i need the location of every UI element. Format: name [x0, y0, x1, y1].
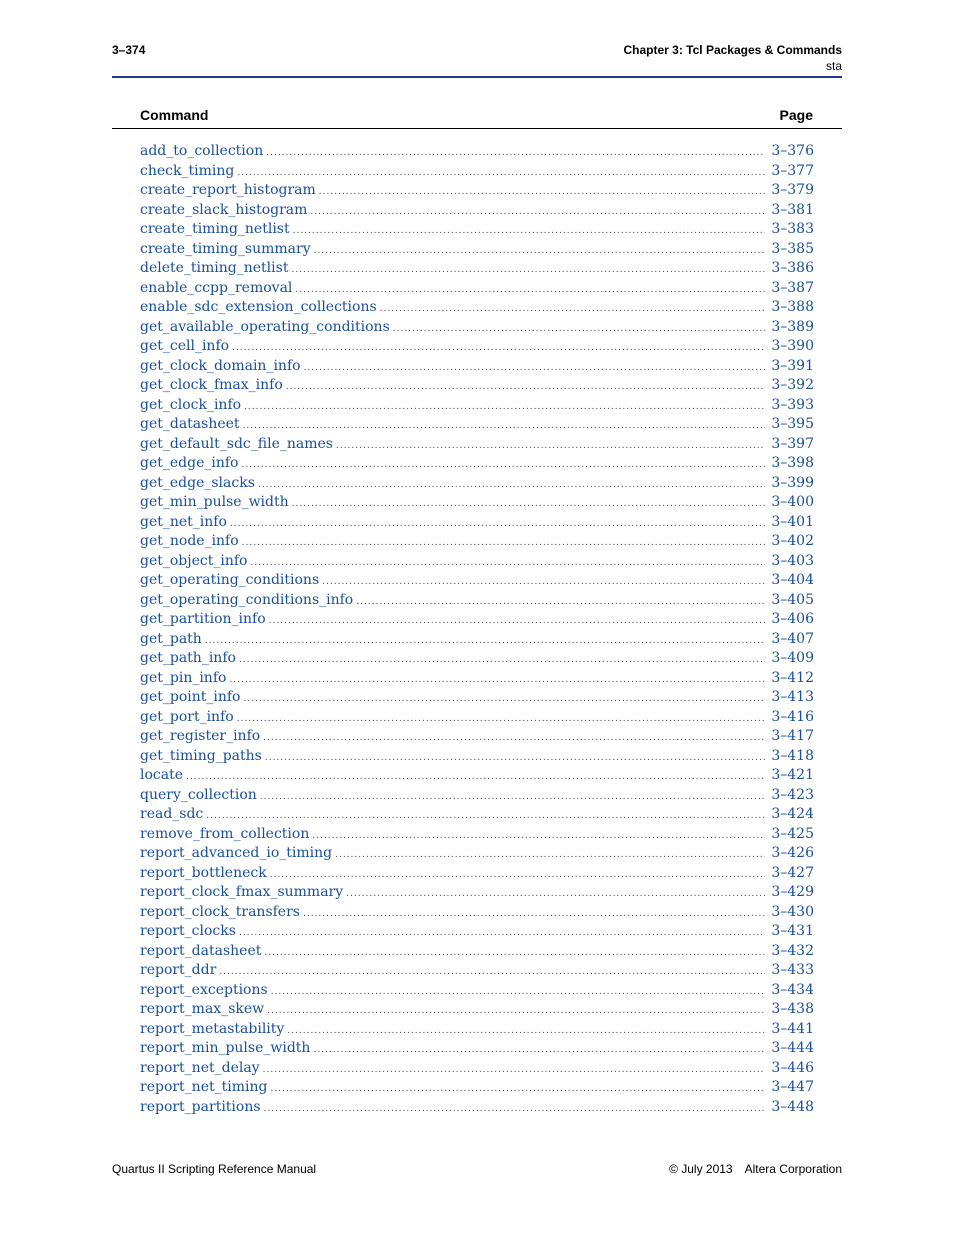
command-link[interactable]: report_datasheet: [140, 942, 262, 959]
dot-leader: [313, 1041, 765, 1061]
dot-leader: [205, 632, 766, 652]
toc-entry[interactable]: [140, 552, 814, 572]
command-link[interactable]: get_net_info: [140, 513, 227, 530]
toc-entry[interactable]: [140, 883, 814, 903]
dot-leader: [239, 651, 765, 671]
toc-entry[interactable]: [140, 220, 814, 240]
page-reference-link[interactable]: 3–409: [771, 650, 814, 666]
footer-date: © July 2013: [669, 1162, 733, 1176]
dot-leader: [286, 378, 766, 398]
dot-leader: [232, 339, 765, 359]
page-reference-link[interactable]: 3–413: [771, 689, 814, 705]
dot-leader: [266, 144, 765, 164]
dot-leader: [242, 534, 766, 554]
table-header-divider: [112, 128, 842, 129]
dot-leader: [244, 690, 766, 710]
dot-leader: [186, 768, 765, 788]
toc-entry[interactable]: [140, 532, 814, 552]
toc-entry[interactable]: [140, 435, 814, 455]
toc-entry[interactable]: [140, 259, 814, 279]
toc-entry[interactable]: [140, 922, 814, 942]
toc-entry[interactable]: [140, 396, 814, 416]
command-link[interactable]: get_edge_info: [140, 455, 239, 471]
page-reference-link[interactable]: 3–424: [771, 806, 814, 822]
toc-entry[interactable]: [140, 786, 814, 806]
page-reference-link[interactable]: 3–376: [771, 143, 814, 159]
toc-entry[interactable]: [140, 493, 814, 513]
toc-entry[interactable]: [140, 1020, 814, 1040]
toc-entry[interactable]: [140, 337, 814, 357]
command-link[interactable]: report_clock_transfers: [140, 903, 300, 920]
toc-entry[interactable]: [140, 240, 814, 260]
dot-leader: [270, 1080, 765, 1100]
page-reference-link[interactable]: 3–425: [771, 825, 814, 842]
command-link[interactable]: report_net_delay: [140, 1059, 260, 1076]
command-link[interactable]: report_bottleneck: [140, 864, 267, 881]
dot-leader: [292, 495, 766, 515]
dot-leader: [314, 242, 766, 262]
toc-entry[interactable]: [140, 474, 814, 494]
toc-entry[interactable]: [140, 844, 814, 864]
toc-entry[interactable]: [140, 1039, 814, 1059]
dot-leader: [267, 1002, 765, 1022]
toc-entry[interactable]: [140, 981, 814, 1001]
command-link[interactable]: get_point_info: [140, 689, 241, 705]
page-reference-link[interactable]: 3–446: [771, 1059, 814, 1076]
command-link[interactable]: enable_sdc_extension_collections: [140, 299, 377, 315]
command-link[interactable]: delete_timing_netlist: [140, 260, 289, 276]
toc-entry[interactable]: [140, 357, 814, 377]
command-link[interactable]: create_timing_summary: [140, 240, 311, 257]
page-reference-link[interactable]: 3–390: [771, 338, 814, 354]
command-link[interactable]: get_path: [140, 630, 202, 647]
dot-leader: [380, 300, 766, 320]
dot-leader: [356, 593, 765, 613]
page-reference-link[interactable]: 3–388: [771, 299, 814, 315]
command-link[interactable]: report_max_skew: [140, 1001, 265, 1017]
command-link[interactable]: report_ddr: [140, 962, 217, 978]
dot-leader: [291, 261, 765, 281]
page-reference-link[interactable]: 3–426: [771, 845, 814, 861]
toc-entry[interactable]: [140, 591, 814, 611]
page-number: 3–374: [112, 43, 146, 57]
page-reference-link[interactable]: 3–418: [771, 747, 814, 764]
page-reference-link[interactable]: 3–447: [771, 1079, 814, 1095]
page-reference-link[interactable]: 3–389: [771, 318, 814, 335]
command-link[interactable]: report_metastability: [140, 1020, 285, 1037]
dot-leader: [271, 983, 766, 1003]
dot-leader: [264, 944, 765, 964]
page-reference-link[interactable]: 3–386: [771, 260, 814, 276]
toc-entry[interactable]: [140, 318, 814, 338]
page-reference-link[interactable]: 3–393: [771, 396, 814, 413]
dot-leader: [241, 456, 765, 476]
page-reference-link[interactable]: 3–433: [771, 962, 814, 978]
page-reference-link[interactable]: 3–397: [771, 435, 814, 452]
command-link[interactable]: report_net_timing: [140, 1079, 268, 1095]
dot-leader: [264, 1100, 766, 1120]
page-reference-link[interactable]: 3–395: [771, 416, 814, 432]
page-reference-link[interactable]: 3–401: [771, 513, 814, 530]
command-link[interactable]: locate: [140, 767, 184, 783]
dot-leader: [293, 222, 766, 242]
command-link[interactable]: get_operating_conditions_info: [140, 591, 354, 608]
dot-leader: [336, 437, 765, 457]
command-index-list: [140, 142, 814, 1117]
command-link[interactable]: get_partition_info: [140, 611, 266, 627]
toc-entry[interactable]: [140, 298, 814, 318]
toc-entry[interactable]: [140, 942, 814, 962]
dot-leader: [303, 905, 765, 925]
command-link[interactable]: query_collection: [140, 786, 257, 803]
page-reference-link[interactable]: 3–387: [771, 279, 814, 296]
dot-leader: [250, 554, 765, 574]
command-link[interactable]: remove_from_collection: [140, 825, 310, 842]
dot-leader: [319, 183, 766, 203]
page-reference-link[interactable]: 3–416: [771, 708, 814, 725]
dot-leader: [287, 1022, 765, 1042]
command-link[interactable]: get_datasheet: [140, 416, 240, 432]
dot-leader: [310, 203, 765, 223]
page-reference-link[interactable]: 3–448: [771, 1098, 814, 1115]
page-reference-link[interactable]: 3–381: [771, 201, 814, 218]
command-link[interactable]: read_sdc: [140, 806, 204, 822]
page-reference-link[interactable]: 3–385: [771, 240, 814, 257]
dot-leader: [244, 398, 765, 418]
page-reference-link[interactable]: 3–421: [771, 767, 814, 783]
toc-entry[interactable]: [140, 630, 814, 650]
dot-leader: [260, 788, 766, 808]
toc-entry[interactable]: [140, 1098, 814, 1118]
dot-leader: [263, 729, 765, 749]
toc-entry[interactable]: [140, 805, 814, 825]
command-link[interactable]: report_exceptions: [140, 981, 268, 998]
column-header-command: Command: [140, 107, 209, 123]
dot-leader: [393, 320, 766, 340]
command-link[interactable]: report_advanced_io_timing: [140, 845, 333, 861]
page-reference-link[interactable]: 3–399: [771, 474, 814, 491]
page-reference-link[interactable]: 3–430: [771, 903, 814, 920]
page-reference-link[interactable]: 3–412: [771, 669, 814, 686]
command-link[interactable]: report_min_pulse_width: [140, 1040, 311, 1056]
command-link[interactable]: get_default_sdc_file_names: [140, 435, 333, 452]
toc-entry[interactable]: [140, 688, 814, 708]
page-reference-link[interactable]: 3–441: [771, 1020, 814, 1037]
page-reference-link[interactable]: 3–398: [771, 455, 814, 471]
toc-entry[interactable]: [140, 903, 814, 923]
dot-leader: [229, 671, 765, 691]
toc-entry[interactable]: [140, 708, 814, 728]
page-reference-link[interactable]: 3–431: [771, 923, 814, 939]
page-reference-link[interactable]: 3–377: [771, 162, 814, 179]
toc-entry[interactable]: [140, 142, 814, 162]
dot-leader: [322, 573, 765, 593]
dot-leader: [258, 476, 765, 496]
page-reference-link[interactable]: 3–427: [771, 864, 814, 881]
toc-entry[interactable]: [140, 1059, 814, 1079]
page-reference-link[interactable]: 3–423: [771, 786, 814, 803]
command-link[interactable]: get_operating_conditions: [140, 572, 320, 588]
command-link[interactable]: create_slack_histogram: [140, 201, 308, 218]
command-link[interactable]: get_available_operating_conditions: [140, 318, 390, 335]
command-link[interactable]: add_to_collection: [140, 143, 264, 159]
toc-entry[interactable]: [140, 571, 814, 591]
toc-entry[interactable]: [140, 1000, 814, 1020]
command-link[interactable]: get_timing_paths: [140, 747, 262, 764]
command-link[interactable]: report_clock_fmax_summary: [140, 884, 344, 900]
toc-entry[interactable]: [140, 747, 814, 767]
command-link[interactable]: get_register_info: [140, 728, 261, 744]
toc-entry[interactable]: [140, 1078, 814, 1098]
page-reference-link[interactable]: 3–444: [771, 1040, 814, 1056]
page-reference-link[interactable]: 3–391: [771, 357, 814, 374]
command-link[interactable]: create_timing_netlist: [140, 221, 290, 237]
page-reference-link[interactable]: 3–383: [771, 221, 814, 237]
dot-leader: [239, 924, 765, 944]
page-reference-link[interactable]: 3–400: [771, 494, 814, 510]
command-link[interactable]: get_pin_info: [140, 669, 227, 686]
dot-leader: [335, 846, 765, 866]
dot-leader: [230, 515, 765, 535]
dot-leader: [265, 749, 766, 769]
dot-leader: [237, 710, 766, 730]
page-reference-link[interactable]: 3–404: [771, 572, 814, 588]
toc-entry[interactable]: [140, 610, 814, 630]
command-link[interactable]: get_edge_slacks: [140, 474, 255, 491]
footer-company: Altera Corporation: [744, 1162, 842, 1176]
dot-leader: [263, 1061, 766, 1081]
command-link[interactable]: report_clocks: [140, 923, 236, 939]
command-link[interactable]: get_object_info: [140, 552, 248, 569]
command-link[interactable]: get_cell_info: [140, 338, 230, 354]
toc-entry[interactable]: [140, 201, 814, 221]
page-reference-link[interactable]: 3–403: [771, 552, 814, 569]
toc-entry[interactable]: [140, 454, 814, 474]
chapter-title: Chapter 3: Tcl Packages & Commands: [623, 43, 842, 57]
dot-leader: [219, 963, 765, 983]
page-reference-link[interactable]: 3–429: [771, 884, 814, 900]
page-reference-link[interactable]: 3–417: [771, 728, 814, 744]
command-link[interactable]: get_path_info: [140, 650, 236, 666]
toc-entry[interactable]: [140, 279, 814, 299]
dot-leader: [304, 359, 766, 379]
page-reference-link[interactable]: 3–406: [771, 611, 814, 627]
command-link[interactable]: get_clock_domain_info: [140, 357, 301, 374]
footer-manual-title: Quartus II Scripting Reference Manual: [112, 1162, 317, 1176]
command-link[interactable]: check_timing: [140, 162, 235, 179]
command-link[interactable]: get_node_info: [140, 533, 239, 549]
page-reference-link[interactable]: 3–432: [771, 942, 814, 959]
dot-leader: [346, 885, 765, 905]
toc-entry[interactable]: [140, 961, 814, 981]
dot-leader: [312, 827, 765, 847]
command-link[interactable]: enable_ccpp_removal: [140, 279, 293, 296]
column-header-page: Page: [779, 107, 813, 123]
page-reference-link[interactable]: 3–434: [771, 981, 814, 998]
command-link[interactable]: report_partitions: [140, 1098, 261, 1115]
toc-entry[interactable]: [140, 727, 814, 747]
toc-entry[interactable]: [140, 766, 814, 786]
toc-entry[interactable]: [140, 864, 814, 884]
page-reference-link[interactable]: 3–438: [771, 1001, 814, 1017]
header-divider: [112, 76, 842, 78]
page-reference-link[interactable]: 3–392: [771, 377, 814, 393]
toc-entry[interactable]: [140, 415, 814, 435]
page-reference-link[interactable]: 3–407: [771, 630, 814, 647]
page-reference-link[interactable]: 3–379: [771, 182, 814, 198]
command-link[interactable]: get_clock_fmax_info: [140, 377, 283, 393]
page-reference-link[interactable]: 3–402: [771, 533, 814, 549]
toc-entry[interactable]: [140, 162, 814, 182]
toc-entry[interactable]: [140, 376, 814, 396]
footer-copyright: [669, 1162, 842, 1176]
toc-entry[interactable]: [140, 669, 814, 689]
section-name: sta: [825, 59, 842, 73]
toc-entry[interactable]: [140, 825, 814, 845]
command-link[interactable]: get_clock_info: [140, 396, 242, 413]
command-link[interactable]: create_report_histogram: [140, 182, 316, 198]
toc-entry[interactable]: [140, 181, 814, 201]
command-link[interactable]: get_min_pulse_width: [140, 494, 289, 510]
command-link[interactable]: get_port_info: [140, 708, 234, 725]
dot-leader: [269, 612, 766, 632]
toc-entry[interactable]: [140, 513, 814, 533]
toc-entry[interactable]: [140, 649, 814, 669]
page-reference-link[interactable]: 3–405: [771, 591, 814, 608]
